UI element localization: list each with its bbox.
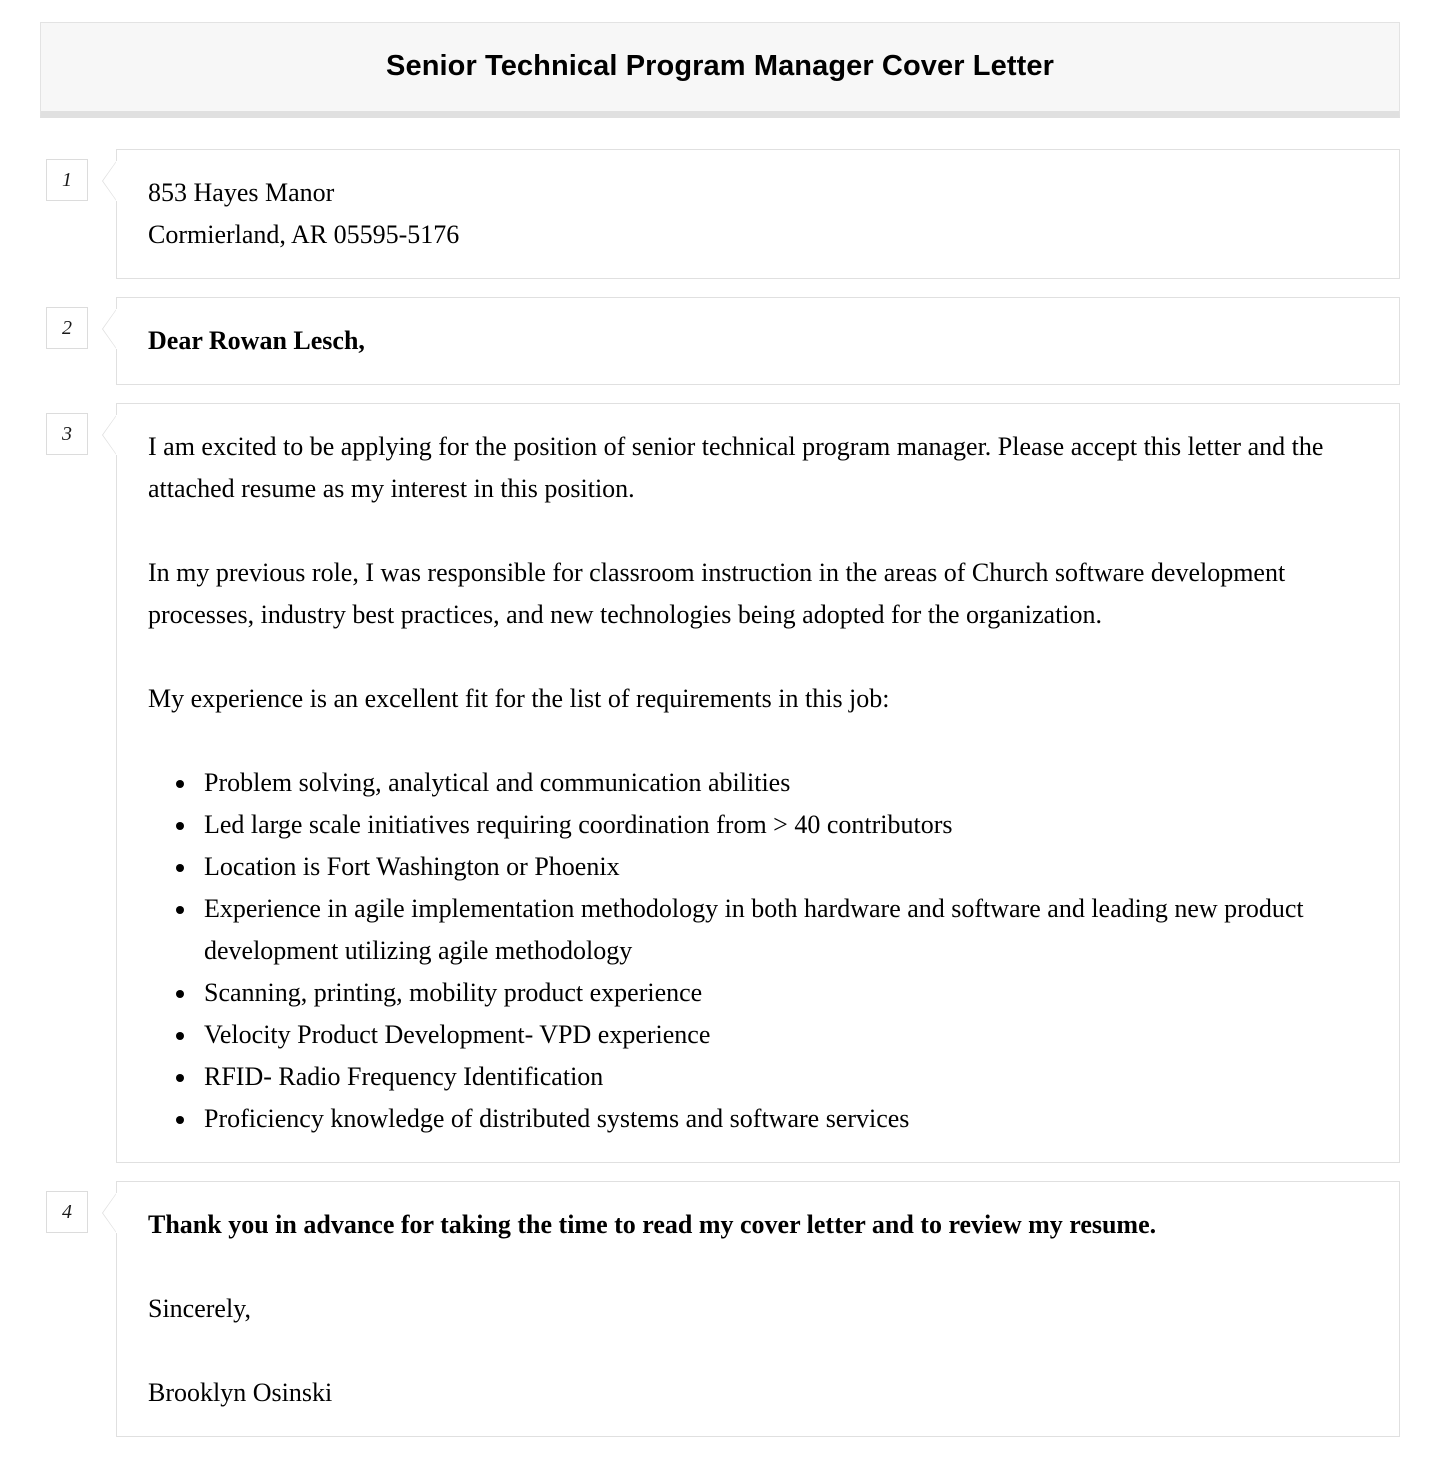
list-item: • Problem solving, analytical and communication abilities — [198, 762, 1373, 804]
salutation-text: Dear Rowan Lesch, — [148, 326, 365, 355]
cover-letter-page — [0, 22, 1440, 1437]
list-item: • Scanning, printing, mobility product experience — [198, 972, 1373, 1014]
list-item: • Velocity Product Development- VPD experience — [198, 1014, 1373, 1056]
address-line-2: Cormierland, AR 05595-5176 — [148, 220, 460, 249]
sign-off-text: Sincerely, — [148, 1294, 251, 1323]
thank-you-text: Thank you in advance for taking the time to read my cover letter and to review my resume. — [148, 1210, 1157, 1239]
list-item: • Proficiency knowledge of distributed systems and software services — [198, 1098, 1373, 1140]
signature-name: Brooklyn Osinski — [148, 1378, 333, 1407]
address-line-1: 853 Hayes Manor — [148, 178, 335, 207]
notch-mask — [116, 1193, 118, 1233]
annotated-blocks — [0, 149, 1440, 1437]
list-item: • Experience in agile implementation methodology in both hardware and software and leading new product development utilizing agile methodology — [198, 888, 1373, 972]
block-salutation — [40, 297, 1400, 385]
list-item: • RFID- Radio Frequency Identification — [198, 1056, 1373, 1098]
notch-mask — [116, 309, 118, 349]
requirements-list — [148, 762, 1373, 1140]
block-letter-body — [40, 403, 1400, 1163]
block-content — [116, 403, 1400, 1163]
page-title: Senior Technical Program Manager Cover Letter — [386, 50, 1054, 82]
list-item: • Location is Fort Washington or Phoenix — [198, 846, 1373, 888]
block-number-badge: 2 — [46, 307, 88, 349]
block-content — [116, 1181, 1400, 1437]
list-item: • Led large scale initiatives requiring coordination from > 40 contributors — [198, 804, 1373, 846]
block-content — [116, 149, 1400, 279]
block-closing — [40, 1181, 1400, 1437]
notch-mask — [116, 161, 118, 201]
document-header — [40, 22, 1400, 118]
block-content — [116, 297, 1400, 385]
block-number-badge: 1 — [46, 159, 88, 201]
notch-mask — [116, 415, 118, 455]
block-number-badge: 4 — [46, 1191, 88, 1233]
body-paragraph: In my previous role, I was responsible for classroom instruction in the areas of Church software development processes, industry best practices, and new technologies being adopted for the organization. — [148, 558, 1286, 629]
block-number-badge: 3 — [46, 413, 88, 455]
body-paragraph: I am excited to be applying for the position of senior technical program manager. Please accept this letter and the attached resume as my interest in this position. — [148, 432, 1324, 503]
block-sender-address — [40, 149, 1400, 279]
body-paragraph: My experience is an excellent fit for the list of requirements in this job: — [148, 684, 890, 713]
